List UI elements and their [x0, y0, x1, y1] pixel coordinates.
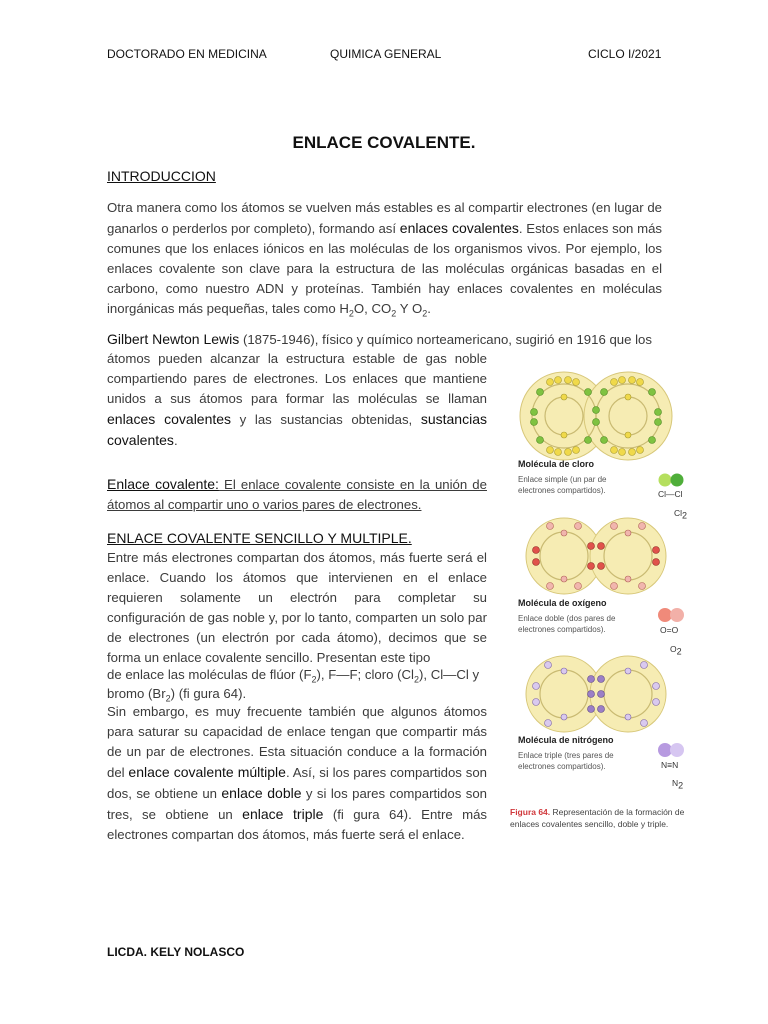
chlorine-formula: Cl—Cl — [658, 489, 683, 499]
lewis-name: Gilbert Newton Lewis — [107, 331, 240, 347]
nitrogen-molecule-illustration — [526, 656, 666, 732]
intro-heading: INTRODUCCION — [107, 168, 216, 184]
page-title: ENLACE COVALENTE. — [292, 133, 476, 152]
definition: Enlace covalente: El enlace covalente consiste en la unión de átomos al compartir uno o varios pares de electrones. — [107, 476, 487, 512]
lewis-paragraph: átomos pueden alcanzar la estructura estable de gas noble compartiendo pares de electrones. Los enlaces que mantiene unidos a sus átomos para formar las moléculas se llaman enlaces covalentes y las sustancias obtenidas, sustancias covalentes. — [107, 351, 487, 448]
figure-64 — [500, 368, 710, 838]
oxygen-subtitle: Enlace doble (dos pares de electrones compartidos). — [518, 614, 616, 634]
oxygen-formula: O=O — [660, 625, 679, 635]
definition-label: Enlace covalente: — [107, 476, 219, 492]
oxygen-title: Molécula de oxígeno — [518, 598, 607, 608]
nitrogen-formula: N≡N — [661, 760, 679, 770]
section2-paragraph1: Entre más electrones compartan dos átomos, más fuerte será el enlace. Cuando los átomos que intervienen en el enlace requieren solamente un electrón para completar su configuración de gas noble y, por lo tanto, comparten un solo par de electrones (un electrón por cada átomo), decimos que se forma un enlace covalente sencillo. Presentan este tipo — [107, 550, 487, 665]
section2-paragraph2: Sin embargo, es muy frecuente también que algunos átomos para saturar su capacidad de enlace tengan que compartir más de un par de electrones. Esta situación conduce a la formación del enlace covalente múltiple. Así, si los pares compartidos son dos, se obtiene un enlace doble y si los pares compartidos son tres, se obtiene un enlace triple (fi gura 64). Entre más electrones compartan dos átomos, más fuerte será el enlace. — [107, 704, 487, 842]
chlorine-title: Molécula de cloro — [518, 459, 595, 469]
nitrogen-ball-model — [658, 743, 684, 757]
header-left: DOCTORADO EN MEDICINA — [107, 47, 267, 61]
chlorine-ball-model — [659, 474, 684, 487]
chlorine-name: $Cl_2$ — [674, 508, 688, 521]
section2-line-fluor: de enlace las moléculas de flúor $(F_2)$, F—F; cloro $(Cl_2)$, Cl—Cl y — [107, 667, 480, 685]
nitrogen-title: Molécula de nitrógeno — [518, 735, 614, 745]
oxygen-molecule-illustration — [526, 518, 666, 594]
nitrogen-name: $N_2$ — [672, 778, 684, 791]
chlorine-molecule-illustration — [520, 372, 672, 460]
intro-paragraph: Otra manera como los átomos se vuelven más estables es al compartir electrones (en lugar de ganarlos o perderlos por completo), formando así enlaces covalentes. Estos enlaces son más comunes que los enlaces iónicos en las moléculas de los organismos vivos. Por ejemplo, los enlaces covalente son clave para la estructura de las moléculas orgánicas basadas en el carbono, como nuestro ADN y proteínas. También hay enlaces covalentes en moléculas inorgánicas más pequeñas, tales como $H_2O$, $CO_2$ Y $O_2$. — [107, 200, 663, 319]
figure-caption: Figura 64. Representación de la formación de enlaces covalentes sencillo, doble y triple. — [510, 807, 685, 829]
footer-author: LICDA. KELY NOLASCO — [107, 945, 245, 959]
section2-heading: ENLACE COVALENTE SENCILLO Y MULTIPLE. — [107, 530, 412, 546]
oxygen-ball-model — [658, 608, 684, 622]
lewis-line1: Gilbert Newton Lewis (1875-1946), físico y químico norteamericano, sugirió en 1916 que los — [107, 331, 652, 347]
header-center: QUIMICA GENERAL — [330, 47, 442, 61]
section2-line-bromo: bromo $(Br_2)$ (fi gura 64). — [107, 686, 247, 704]
chlorine-subtitle: Enlace simple (un par de electrones compartidos). — [518, 475, 607, 495]
header-right: CICLO I/2021 — [588, 47, 662, 61]
oxygen-name: $O_2$ — [670, 644, 682, 657]
nitrogen-subtitle: Enlace triple (tres pares de electrones compartidos). — [518, 751, 614, 771]
